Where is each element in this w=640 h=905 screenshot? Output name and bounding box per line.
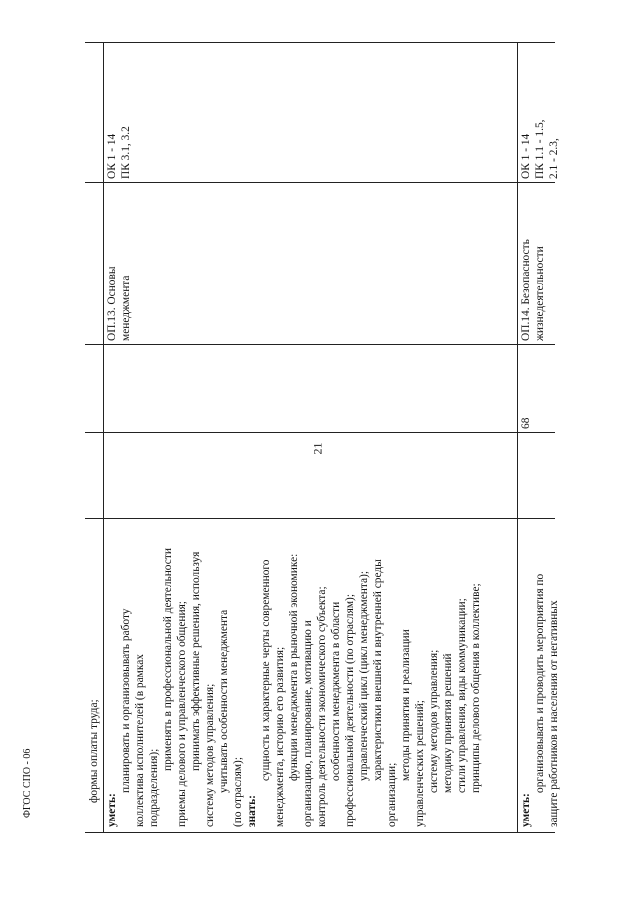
content-line: (по отраслям); — [232, 757, 244, 827]
row-divider-1 — [103, 43, 104, 833]
page-number: 21 — [310, 442, 325, 455]
content-line: организовывать и проводить мероприятия по — [534, 573, 546, 793]
content-cell-row2 — [519, 521, 561, 827]
content-line: планировать и организовывать работу — [120, 608, 132, 793]
content-line: учитывать особенности менеджмента — [218, 609, 230, 793]
content-line: методы принятия и реализации — [400, 629, 412, 781]
footer-code: ФГОС СПО - 06 — [22, 748, 33, 818]
content-line: менеджмента, историю его развития; — [274, 646, 286, 827]
discipline-cell-row1 — [105, 185, 133, 341]
content-cell-row1 — [105, 521, 483, 827]
content-line: подразделения); — [148, 748, 160, 827]
content-line: уметь: — [106, 793, 118, 827]
content-line: применять в профессиональной деятельности — [162, 548, 174, 771]
competency-line: ОК 1 - 14 — [106, 133, 118, 179]
discipline-line: жизнедеятельности — [534, 246, 546, 341]
content-line: сущность и характерные черты современного — [260, 559, 272, 781]
content-line: управленческий цикл (цикл менеджмента); — [358, 570, 370, 781]
discipline-line: ОП.13. Основы — [106, 266, 118, 341]
content-line: формы оплаты труда; — [88, 699, 100, 803]
hours-cell-row2: 68 — [520, 417, 532, 429]
content-line: коллектива исполнителей (в рамках — [134, 654, 146, 827]
col-divider-4 — [85, 182, 555, 183]
content-line: знать: — [246, 795, 258, 827]
content-line: защите работников и населения от негативных — [548, 600, 560, 827]
content-line: принципы делового общения в коллективе; — [470, 583, 482, 793]
competency-line: ПК 3.1, 3.2 — [120, 126, 132, 179]
content-line: характеристики внешней и внутренней среды — [372, 559, 384, 781]
table-border-left — [85, 832, 555, 833]
competencies-cell-row2 — [519, 45, 561, 179]
content-line: функции менеджмента в рыночной экономике: — [288, 553, 300, 781]
row-divider-2 — [517, 43, 518, 833]
competencies-cell-row1 — [105, 45, 133, 179]
competency-line: ПК 1.1 - 1.5, — [534, 119, 546, 179]
table-border-right — [85, 42, 555, 43]
content-line: контроль деятельности экономического субъекта; — [316, 586, 328, 827]
content-line: методику принятия решений — [442, 653, 454, 793]
content-line: профессиональной деятельности (по отраслям); — [344, 593, 356, 827]
content-line: стили управления, виды коммуникации; — [456, 598, 468, 793]
content-line: организации; — [386, 762, 398, 827]
content-line: уметь: — [520, 793, 532, 827]
competency-line: ОК 1 - 14 — [520, 133, 532, 179]
discipline-cell-row2 — [519, 185, 547, 341]
content-line: приемы делового и управленческого общения; — [176, 601, 188, 827]
content-cell-row0 — [87, 527, 101, 827]
col-divider-1 — [85, 518, 555, 519]
content-line: особенности менеджмента в области — [330, 601, 342, 781]
rotated-table — [85, 43, 560, 833]
content-line: организацию, планирование, мотивацию и — [302, 620, 314, 827]
content-line: систему методов управления; — [204, 683, 216, 827]
content-line: систему методов управления; — [428, 649, 440, 793]
content-line: управленческих решений; — [414, 700, 426, 827]
content-line: принимать эффективные решения, используя — [190, 551, 202, 771]
col-divider-3 — [85, 344, 555, 345]
col-divider-2 — [85, 432, 555, 433]
discipline-line: менеджмента — [120, 275, 132, 341]
discipline-line: ОП.14. Безопасность — [520, 239, 532, 341]
competency-line: 2.1 - 2.3, — [548, 138, 560, 179]
